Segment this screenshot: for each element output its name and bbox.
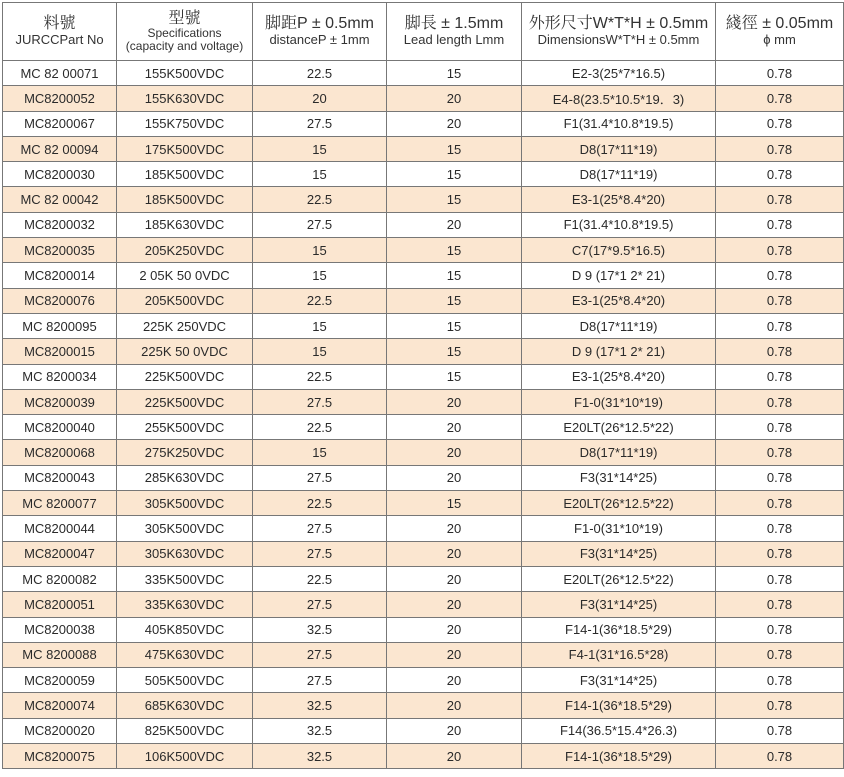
cell-dimensions: D 9 (17*1 2* 21) (522, 339, 716, 364)
cell-pitch: 22.5 (253, 364, 387, 389)
cell-pitch: 15 (253, 136, 387, 161)
cell-dimensions: F3(31*14*25) (522, 541, 716, 566)
cell-pitch: 22.5 (253, 61, 387, 86)
cell-specification: 335K630VDC (117, 592, 253, 617)
cell-part-no: MC8200039 (3, 389, 117, 414)
cell-lead-length: 20 (387, 566, 522, 591)
cell-pitch: 15 (253, 339, 387, 364)
cell-wire-diameter: 0.78 (716, 162, 844, 187)
cell-pitch: 27.5 (253, 111, 387, 136)
header-specifications-subtitle-2: (capacity and voltage) (125, 38, 244, 53)
cell-pitch: 27.5 (253, 592, 387, 617)
cell-lead-length: 20 (387, 440, 522, 465)
cell-wire-diameter: 0.78 (716, 566, 844, 591)
cell-wire-diameter: 0.78 (716, 238, 844, 263)
cell-pitch: 32.5 (253, 693, 387, 718)
cell-dimensions: F1-0(31*10*19) (522, 516, 716, 541)
cell-wire-diameter: 0.78 (716, 86, 844, 111)
cell-specification: 175K500VDC (117, 136, 253, 161)
cell-lead-length: 20 (387, 541, 522, 566)
cell-part-no: MC8200020 (3, 718, 117, 743)
header-lead-length-title: 脚長 ± 1.5mm (404, 15, 504, 33)
header-pitch (253, 3, 387, 61)
cell-wire-diameter: 0.78 (716, 288, 844, 313)
table-row (3, 617, 844, 642)
cell-pitch: 27.5 (253, 516, 387, 541)
table-row (3, 238, 844, 263)
cell-pitch: 32.5 (253, 617, 387, 642)
cell-pitch: 15 (253, 238, 387, 263)
cell-lead-length: 15 (387, 313, 522, 338)
table-row (3, 288, 844, 313)
cell-specification: 825K500VDC (117, 718, 253, 743)
cell-wire-diameter: 0.78 (716, 592, 844, 617)
table-row (3, 642, 844, 667)
cell-part-no: MC8200047 (3, 541, 117, 566)
cell-pitch: 27.5 (253, 465, 387, 490)
cell-part-no: MC8200043 (3, 465, 117, 490)
table-row (3, 566, 844, 591)
cell-dimensions: D8(17*11*19) (522, 136, 716, 161)
cell-part-no: MC 8200034 (3, 364, 117, 389)
cell-dimensions: E3-1(25*8.4*20) (522, 364, 716, 389)
cell-lead-length: 20 (387, 86, 522, 111)
cell-wire-diameter: 0.78 (716, 516, 844, 541)
table-row (3, 187, 844, 212)
cell-wire-diameter: 0.78 (716, 718, 844, 743)
cell-part-no: MC 8200082 (3, 566, 117, 591)
cell-specification: 305K500VDC (117, 491, 253, 516)
table-row (3, 111, 844, 136)
table-row (3, 212, 844, 237)
cell-dimensions: F4-1(31*16.5*28) (522, 642, 716, 667)
cell-specification: 185K500VDC (117, 187, 253, 212)
cell-specification: 405K850VDC (117, 617, 253, 642)
cell-lead-length: 20 (387, 668, 522, 693)
cell-dimensions: E3-1(25*8.4*20) (522, 288, 716, 313)
cell-specification: 155K500VDC (117, 61, 253, 86)
table-row (3, 693, 844, 718)
cell-specification: 305K500VDC (117, 516, 253, 541)
cell-pitch: 27.5 (253, 541, 387, 566)
cell-wire-diameter: 0.78 (716, 364, 844, 389)
cell-pitch: 27.5 (253, 642, 387, 667)
cell-wire-diameter: 0.78 (716, 136, 844, 161)
cell-wire-diameter: 0.78 (716, 617, 844, 642)
cell-dimensions: E2-3(25*7*16.5) (522, 61, 716, 86)
cell-lead-length: 20 (387, 516, 522, 541)
cell-dimensions: F14-1(36*18.5*29) (522, 744, 716, 769)
cell-specification: 305K630VDC (117, 541, 253, 566)
cell-lead-length: 20 (387, 617, 522, 642)
cell-specification: 275K250VDC (117, 440, 253, 465)
cell-lead-length: 20 (387, 592, 522, 617)
cell-dimensions: D 9 (17*1 2* 21) (522, 263, 716, 288)
cell-lead-length: 20 (387, 718, 522, 743)
cell-lead-length: 20 (387, 465, 522, 490)
cell-lead-length: 20 (387, 744, 522, 769)
table-row (3, 491, 844, 516)
cell-wire-diameter: 0.78 (716, 668, 844, 693)
cell-part-no: MC8200030 (3, 162, 117, 187)
header-wire-diameter-title: 綫徑 ± 0.05mm (725, 15, 834, 33)
cell-pitch: 15 (253, 440, 387, 465)
cell-wire-diameter: 0.78 (716, 263, 844, 288)
cell-lead-length: 15 (387, 364, 522, 389)
cell-specification: 205K500VDC (117, 288, 253, 313)
cell-wire-diameter: 0.78 (716, 642, 844, 667)
table-row (3, 136, 844, 161)
cell-dimensions: D8(17*11*19) (522, 313, 716, 338)
header-wire-diameter-subtitle: ϕ mm (763, 32, 796, 48)
cell-part-no: MC 82 00071 (3, 61, 117, 86)
header-specifications-title: 型號 (168, 9, 201, 27)
cell-part-no: MC8200035 (3, 238, 117, 263)
table-row (3, 339, 844, 364)
cell-wire-diameter: 0.78 (716, 744, 844, 769)
cell-part-no: MC 82 00094 (3, 136, 117, 161)
cell-lead-length: 20 (387, 415, 522, 440)
cell-dimensions: E20LT(26*12.5*22) (522, 415, 716, 440)
cell-specification: 285K630VDC (117, 465, 253, 490)
cell-pitch: 27.5 (253, 668, 387, 693)
cell-part-no: MC 8200095 (3, 313, 117, 338)
cell-dimensions: F1(31.4*10.8*19.5) (522, 111, 716, 136)
cell-part-no: MC8200014 (3, 263, 117, 288)
cell-part-no: MC8200051 (3, 592, 117, 617)
header-row (3, 3, 844, 61)
cell-part-no: MC 82 00042 (3, 187, 117, 212)
cell-pitch: 27.5 (253, 389, 387, 414)
cell-specification: 255K500VDC (117, 415, 253, 440)
cell-specification: 155K750VDC (117, 111, 253, 136)
table-row (3, 744, 844, 769)
cell-pitch: 20 (253, 86, 387, 111)
cell-pitch: 22.5 (253, 288, 387, 313)
cell-part-no: MC8200038 (3, 617, 117, 642)
cell-dimensions: E20LT(26*12.5*22) (522, 566, 716, 591)
cell-wire-diameter: 0.78 (716, 541, 844, 566)
cell-lead-length: 20 (387, 212, 522, 237)
table-body (3, 61, 844, 769)
cell-specification: 505K500VDC (117, 668, 253, 693)
header-pitch-title: 脚距P ± 0.5mm (265, 15, 374, 33)
table-row (3, 541, 844, 566)
cell-part-no: MC 8200088 (3, 642, 117, 667)
cell-dimensions: F3(31*14*25) (522, 465, 716, 490)
cell-part-no: MC8200068 (3, 440, 117, 465)
cell-lead-length: 15 (387, 491, 522, 516)
cell-part-no: MC8200067 (3, 111, 117, 136)
table-row (3, 313, 844, 338)
cell-dimensions: F3(31*14*25) (522, 668, 716, 693)
header-dimensions (522, 3, 716, 61)
cell-dimensions: F14-1(36*18.5*29) (522, 617, 716, 642)
cell-specification: 475K630VDC (117, 642, 253, 667)
cell-lead-length: 20 (387, 389, 522, 414)
cell-part-no: MC8200015 (3, 339, 117, 364)
cell-specification: 185K500VDC (117, 162, 253, 187)
cell-specification: 685K630VDC (117, 693, 253, 718)
cell-wire-diameter: 0.78 (716, 111, 844, 136)
cell-dimensions: E20LT(26*12.5*22) (522, 491, 716, 516)
cell-specification: 225K500VDC (117, 364, 253, 389)
cell-part-no: MC8200076 (3, 288, 117, 313)
cell-specification: 225K500VDC (117, 389, 253, 414)
cell-wire-diameter: 0.78 (716, 339, 844, 364)
cell-part-no: MC8200074 (3, 693, 117, 718)
cell-dimensions: E4-8(23.5*10.5*19．3) (522, 86, 716, 111)
header-dimensions-subtitle: DimensionsW*T*H ± 0.5mm (537, 32, 700, 48)
cell-part-no: MC 8200077 (3, 491, 117, 516)
header-part-no-subtitle: JURCCPart No (15, 32, 104, 48)
cell-wire-diameter: 0.78 (716, 440, 844, 465)
cell-wire-diameter: 0.78 (716, 61, 844, 86)
cell-dimensions: D8(17*11*19) (522, 440, 716, 465)
table-row (3, 592, 844, 617)
table-row (3, 718, 844, 743)
cell-lead-length: 15 (387, 187, 522, 212)
cell-part-no: MC8200040 (3, 415, 117, 440)
cell-wire-diameter: 0.78 (716, 389, 844, 414)
table-row (3, 389, 844, 414)
cell-lead-length: 15 (387, 263, 522, 288)
cell-dimensions: D8(17*11*19) (522, 162, 716, 187)
header-part-no-title: 料號 (43, 15, 76, 33)
table-row (3, 61, 844, 86)
capacitor-spec-table (2, 2, 844, 769)
cell-pitch: 32.5 (253, 744, 387, 769)
table-row (3, 465, 844, 490)
cell-pitch: 32.5 (253, 718, 387, 743)
cell-lead-length: 15 (387, 136, 522, 161)
cell-specification: 205K250VDC (117, 238, 253, 263)
cell-lead-length: 20 (387, 642, 522, 667)
cell-dimensions: C7(17*9.5*16.5) (522, 238, 716, 263)
cell-dimensions: F1-0(31*10*19) (522, 389, 716, 414)
cell-wire-diameter: 0.78 (716, 465, 844, 490)
cell-pitch: 15 (253, 263, 387, 288)
cell-pitch: 15 (253, 313, 387, 338)
cell-pitch: 27.5 (253, 212, 387, 237)
header-lead-length-subtitle: Lead length Lmm (403, 32, 505, 48)
table-row (3, 263, 844, 288)
cell-dimensions: F14(36.5*15.4*26.3) (522, 718, 716, 743)
header-specifications-subtitle: Specifications (147, 26, 222, 41)
table-row (3, 440, 844, 465)
cell-wire-diameter: 0.78 (716, 693, 844, 718)
header-lead-length (387, 3, 522, 61)
cell-pitch: 22.5 (253, 566, 387, 591)
header-wire-diameter (716, 3, 844, 61)
cell-specification: 106K500VDC (117, 744, 253, 769)
header-dimensions-title: 外形尺寸W*T*H ± 0.5mm (528, 15, 709, 33)
cell-part-no: MC8200059 (3, 668, 117, 693)
cell-lead-length: 15 (387, 61, 522, 86)
cell-lead-length: 15 (387, 339, 522, 364)
header-part-no (3, 3, 117, 61)
cell-dimensions: F14-1(36*18.5*29) (522, 693, 716, 718)
cell-wire-diameter: 0.78 (716, 491, 844, 516)
cell-pitch: 22.5 (253, 415, 387, 440)
cell-part-no: MC8200052 (3, 86, 117, 111)
cell-specification: 225K 250VDC (117, 313, 253, 338)
cell-dimensions: E3-1(25*8.4*20) (522, 187, 716, 212)
table-row (3, 516, 844, 541)
table-row (3, 415, 844, 440)
table-row (3, 162, 844, 187)
cell-lead-length: 15 (387, 162, 522, 187)
cell-specification: 2 05K 50 0VDC (117, 263, 253, 288)
cell-lead-length: 20 (387, 111, 522, 136)
cell-part-no: MC8200044 (3, 516, 117, 541)
table-row (3, 86, 844, 111)
cell-pitch: 22.5 (253, 491, 387, 516)
cell-specification: 225K 50 0VDC (117, 339, 253, 364)
cell-part-no: MC8200075 (3, 744, 117, 769)
cell-wire-diameter: 0.78 (716, 187, 844, 212)
cell-wire-diameter: 0.78 (716, 313, 844, 338)
header-specifications (117, 3, 253, 61)
cell-dimensions: F3(31*14*25) (522, 592, 716, 617)
table-header (3, 3, 844, 61)
cell-specification: 155K630VDC (117, 86, 253, 111)
cell-lead-length: 20 (387, 693, 522, 718)
cell-specification: 335K500VDC (117, 566, 253, 591)
cell-pitch: 15 (253, 162, 387, 187)
cell-wire-diameter: 0.78 (716, 415, 844, 440)
cell-dimensions: F1(31.4*10.8*19.5) (522, 212, 716, 237)
cell-lead-length: 15 (387, 238, 522, 263)
cell-part-no: MC8200032 (3, 212, 117, 237)
table-row (3, 364, 844, 389)
header-pitch-subtitle: distanceP ± 1mm (269, 32, 370, 48)
cell-wire-diameter: 0.78 (716, 212, 844, 237)
table-row (3, 668, 844, 693)
cell-pitch: 22.5 (253, 187, 387, 212)
cell-lead-length: 15 (387, 288, 522, 313)
cell-specification: 185K630VDC (117, 212, 253, 237)
